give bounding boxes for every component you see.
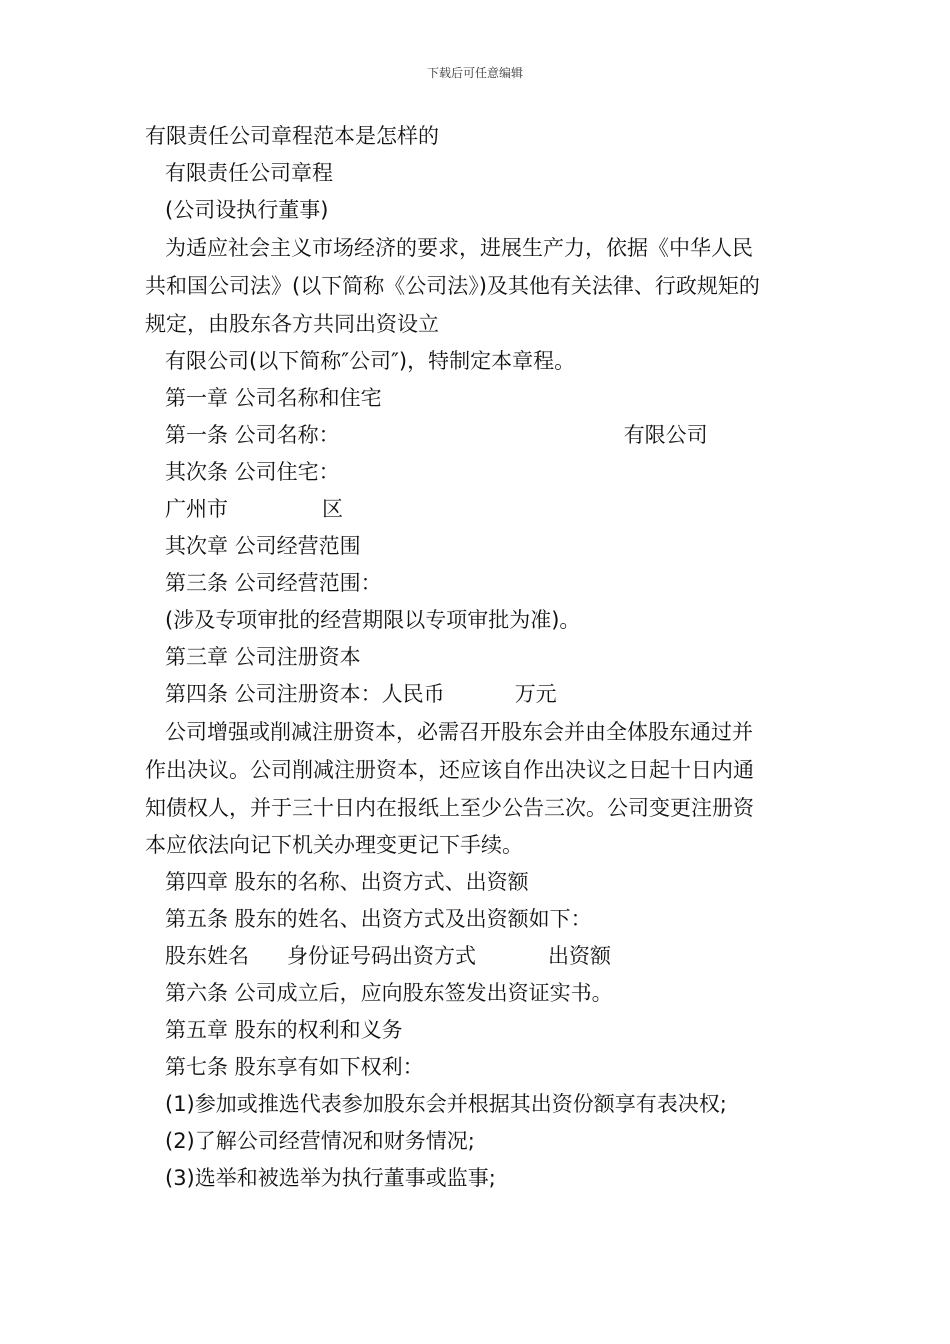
article-6: 第六条 公司成立后，应向股东签发出资证实书。 (165, 981, 613, 1005)
preamble-end: 有限公司(以下简称″公司″)，特制定本章程。 (165, 349, 576, 373)
chapter-heading: 第五章 股东的权利和义务 (165, 1018, 403, 1042)
chapter-heading: 第一章 公司名称和住宅 (165, 386, 382, 410)
article-5: 第五条 股东的姓名、出资方式及出资额如下： (165, 907, 592, 931)
shareholder-table-header (145, 938, 810, 975)
capital-paragraph-line: 本应依法向记下机关办理变更记下手续。 (145, 833, 523, 857)
preamble-line: 为适应社会主义市场经济的要求，进展生产力，依据《中华人民 (165, 236, 753, 260)
article-4 (145, 676, 810, 713)
capital-paragraph-line: 作出决议。公司削减注册资本，还应该自作出决议之日起十日内通 (145, 758, 754, 782)
preamble-line: 共和国公司法》(以下简称《公司法》)及其他有关法律、行政规矩的 (145, 274, 760, 298)
company-suffix: 有限公司 (623, 423, 708, 447)
column-id-method: 身份证号码出资方式 (287, 944, 476, 968)
capital-paragraph-line: 公司增强或削减注册资本，必需召开股东会并由全体股东通过并 (165, 720, 753, 744)
article-7: 第七条 股东享有如下权利： (165, 1055, 424, 1079)
chapter-heading: 其次章 公司经营范围 (165, 534, 361, 558)
chapter-heading: 第三章 公司注册资本 (165, 645, 361, 669)
document-body (145, 118, 810, 1197)
right-item: (2)了解公司经营情况和财务情况; (165, 1129, 475, 1153)
capital-unit: 万元 (514, 682, 557, 706)
article-1-label: 第一条 公司名称： (165, 423, 340, 447)
page-header: 下载后可任意编辑 (426, 66, 523, 80)
column-amount: 出资额 (548, 944, 611, 968)
charter-note: (公司设执行董事) (165, 198, 329, 222)
charter-title: 有限责任公司章程 (165, 161, 333, 185)
chapter-heading: 第四章 股东的名称、出资方式、出资额 (165, 870, 529, 894)
article-3-note: (涉及专项审批的经营期限以专项审批为准)。 (165, 608, 581, 632)
article-3: 第三条 公司经营范围： (165, 571, 382, 595)
address-district: 区 (322, 497, 343, 521)
right-item: (3)选举和被选举为执行董事或监事; (165, 1166, 496, 1190)
document-title: 有限责任公司章程范本是怎样的 (145, 124, 439, 148)
article-4-label: 第四条 公司注册资本：人民币 (165, 682, 445, 706)
preamble-line: 规定，由股东各方共同出资设立 (145, 312, 439, 336)
capital-paragraph-line: 知债权人，并于三十日内在报纸上至少公告三次。公司变更注册资 (145, 796, 754, 820)
address-line (145, 491, 810, 528)
article-2: 其次条 公司住宅： (165, 460, 340, 484)
article-1 (145, 417, 810, 454)
right-item: (1)参加或推选代表参加股东会并根据其出资份额享有表决权; (165, 1092, 727, 1116)
address-city: 广州市 (165, 497, 228, 521)
column-shareholder-name: 股东姓名 (165, 944, 249, 968)
